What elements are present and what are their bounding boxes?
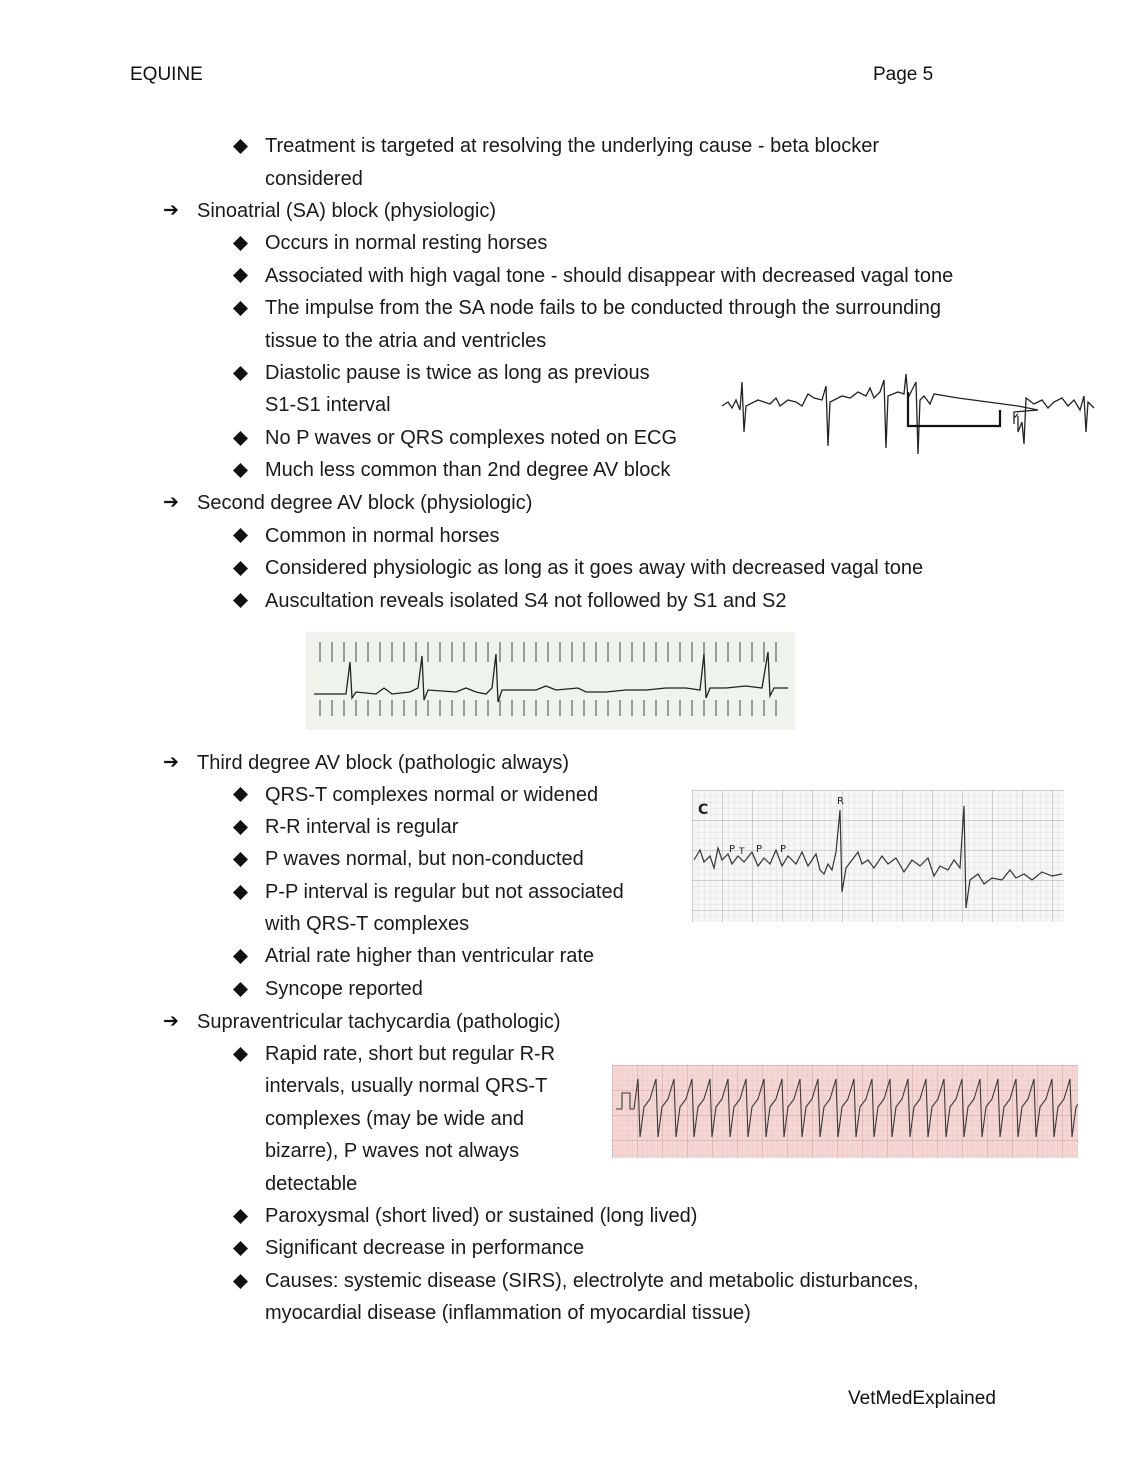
- arrow-bullet-icon: ➔: [163, 200, 179, 221]
- bullet-text: No P waves or QRS complexes noted on ECG: [265, 427, 678, 449]
- diamond-bullet-icon: [233, 236, 248, 251]
- bullet-text: Auscultation reveals isolated S4 not followed by S1 and S2: [265, 590, 787, 612]
- bullet-text: Rapid rate, short but regular R-R: [265, 1043, 556, 1065]
- bullet-text: Diastolic pause is twice as long as previous: [265, 362, 650, 384]
- ecg-second-degree-av-block-image: [306, 632, 795, 730]
- bullet-text: Considered physiologic as long as it goes away with decreased vagal tone: [265, 557, 924, 579]
- diamond-bullet-icon: [233, 1209, 248, 1224]
- bullet-text: with QRS-T complexes: [265, 913, 470, 935]
- section-heading-sa-block: Sinoatrial (SA) block (physiologic): [197, 200, 497, 222]
- bullet-text: Common in normal horses: [265, 525, 500, 547]
- bullet-text: Treatment is targeted at resolving the underlying cause - beta blocker: [265, 135, 880, 157]
- document-header-title: EQUINE: [130, 64, 203, 85]
- bullet-text: Occurs in normal resting horses: [265, 232, 548, 254]
- ecg-lead-label: C: [698, 802, 709, 818]
- section-heading-second-degree-av-block: Second degree AV block (physiologic): [197, 492, 533, 514]
- bullet-text: Causes: systemic disease (SIRS), electrolyte and metabolic disturbances,: [265, 1270, 919, 1292]
- bullet-text: detectable: [265, 1173, 358, 1195]
- diamond-bullet-icon: [233, 139, 248, 154]
- diamond-bullet-icon: [233, 1274, 248, 1289]
- diamond-bullet-icon: [233, 787, 248, 802]
- bullet-text: tissue to the atria and ventricles: [265, 330, 547, 352]
- diamond-bullet-icon: [233, 366, 248, 381]
- ecg-p-label: P: [780, 844, 787, 855]
- footer-brand: VetMedExplained: [848, 1388, 996, 1409]
- ecg-p-label: P: [729, 844, 736, 855]
- diamond-bullet-icon: [233, 301, 248, 316]
- bullet-text: Atrial rate higher than ventricular rate: [265, 945, 595, 967]
- diamond-bullet-icon: [233, 268, 248, 283]
- ecg-r-label: R: [837, 796, 844, 807]
- bullet-text: intervals, usually normal QRS-T: [265, 1075, 548, 1097]
- bullet-text: R-R interval is regular: [265, 816, 459, 838]
- diamond-bullet-icon: [233, 561, 248, 576]
- arrow-bullet-icon: ➔: [163, 492, 179, 513]
- diamond-bullet-icon: [233, 431, 248, 446]
- arrow-bullet-icon: ➔: [163, 1011, 179, 1032]
- ecg-third-degree-av-block-image: [692, 790, 1064, 922]
- diamond-bullet-icon: [233, 1047, 248, 1062]
- section-heading-third-degree-av-block: Third degree AV block (pathologic always): [197, 752, 570, 774]
- bullet-text: S1-S1 interval: [265, 394, 391, 416]
- diamond-bullet-icon: [233, 982, 248, 997]
- arrow-bullet-icon: ➔: [163, 752, 179, 773]
- diamond-bullet-icon: [233, 820, 248, 835]
- diamond-bullet-icon: [233, 1241, 248, 1256]
- bullet-text: Significant decrease in performance: [265, 1237, 585, 1259]
- page-number: Page 5: [873, 64, 934, 85]
- bullet-text: myocardial disease (inflammation of myocardial tissue): [265, 1302, 751, 1324]
- bullet-text: Syncope reported: [265, 978, 423, 1000]
- bullet-text: considered: [265, 168, 363, 190]
- ecg-sa-block-image: [718, 362, 1096, 462]
- diamond-bullet-icon: [233, 463, 248, 478]
- bullet-text: Paroxysmal (short lived) or sustained (long lived): [265, 1205, 698, 1227]
- ecg-t-label: T: [739, 847, 745, 857]
- ecg-supraventricular-tachycardia-image: [612, 1065, 1083, 1158]
- ecg-p-label: P: [756, 844, 763, 855]
- diamond-bullet-icon: [233, 528, 248, 543]
- diamond-bullet-icon: [233, 593, 248, 608]
- bullet-text: bizarre), P waves not always: [265, 1140, 520, 1162]
- diamond-bullet-icon: [233, 885, 248, 900]
- bullet-text: Much less common than 2nd degree AV block: [265, 459, 671, 481]
- bullet-text: P waves normal, but non-conducted: [265, 848, 584, 870]
- bullet-text: complexes (may be wide and: [265, 1108, 525, 1130]
- section-heading-supraventricular-tachycardia: Supraventricular tachycardia (pathologic): [197, 1011, 561, 1033]
- diamond-bullet-icon: [233, 852, 248, 867]
- diamond-bullet-icon: [233, 949, 248, 964]
- bullet-text: QRS-T complexes normal or widened: [265, 784, 599, 806]
- bullet-text: P-P interval is regular but not associated: [265, 881, 624, 903]
- bullet-text: Associated with high vagal tone - should disappear with decreased vagal tone: [265, 265, 954, 287]
- bullet-text: The impulse from the SA node fails to be conducted through the surrounding: [265, 297, 941, 319]
